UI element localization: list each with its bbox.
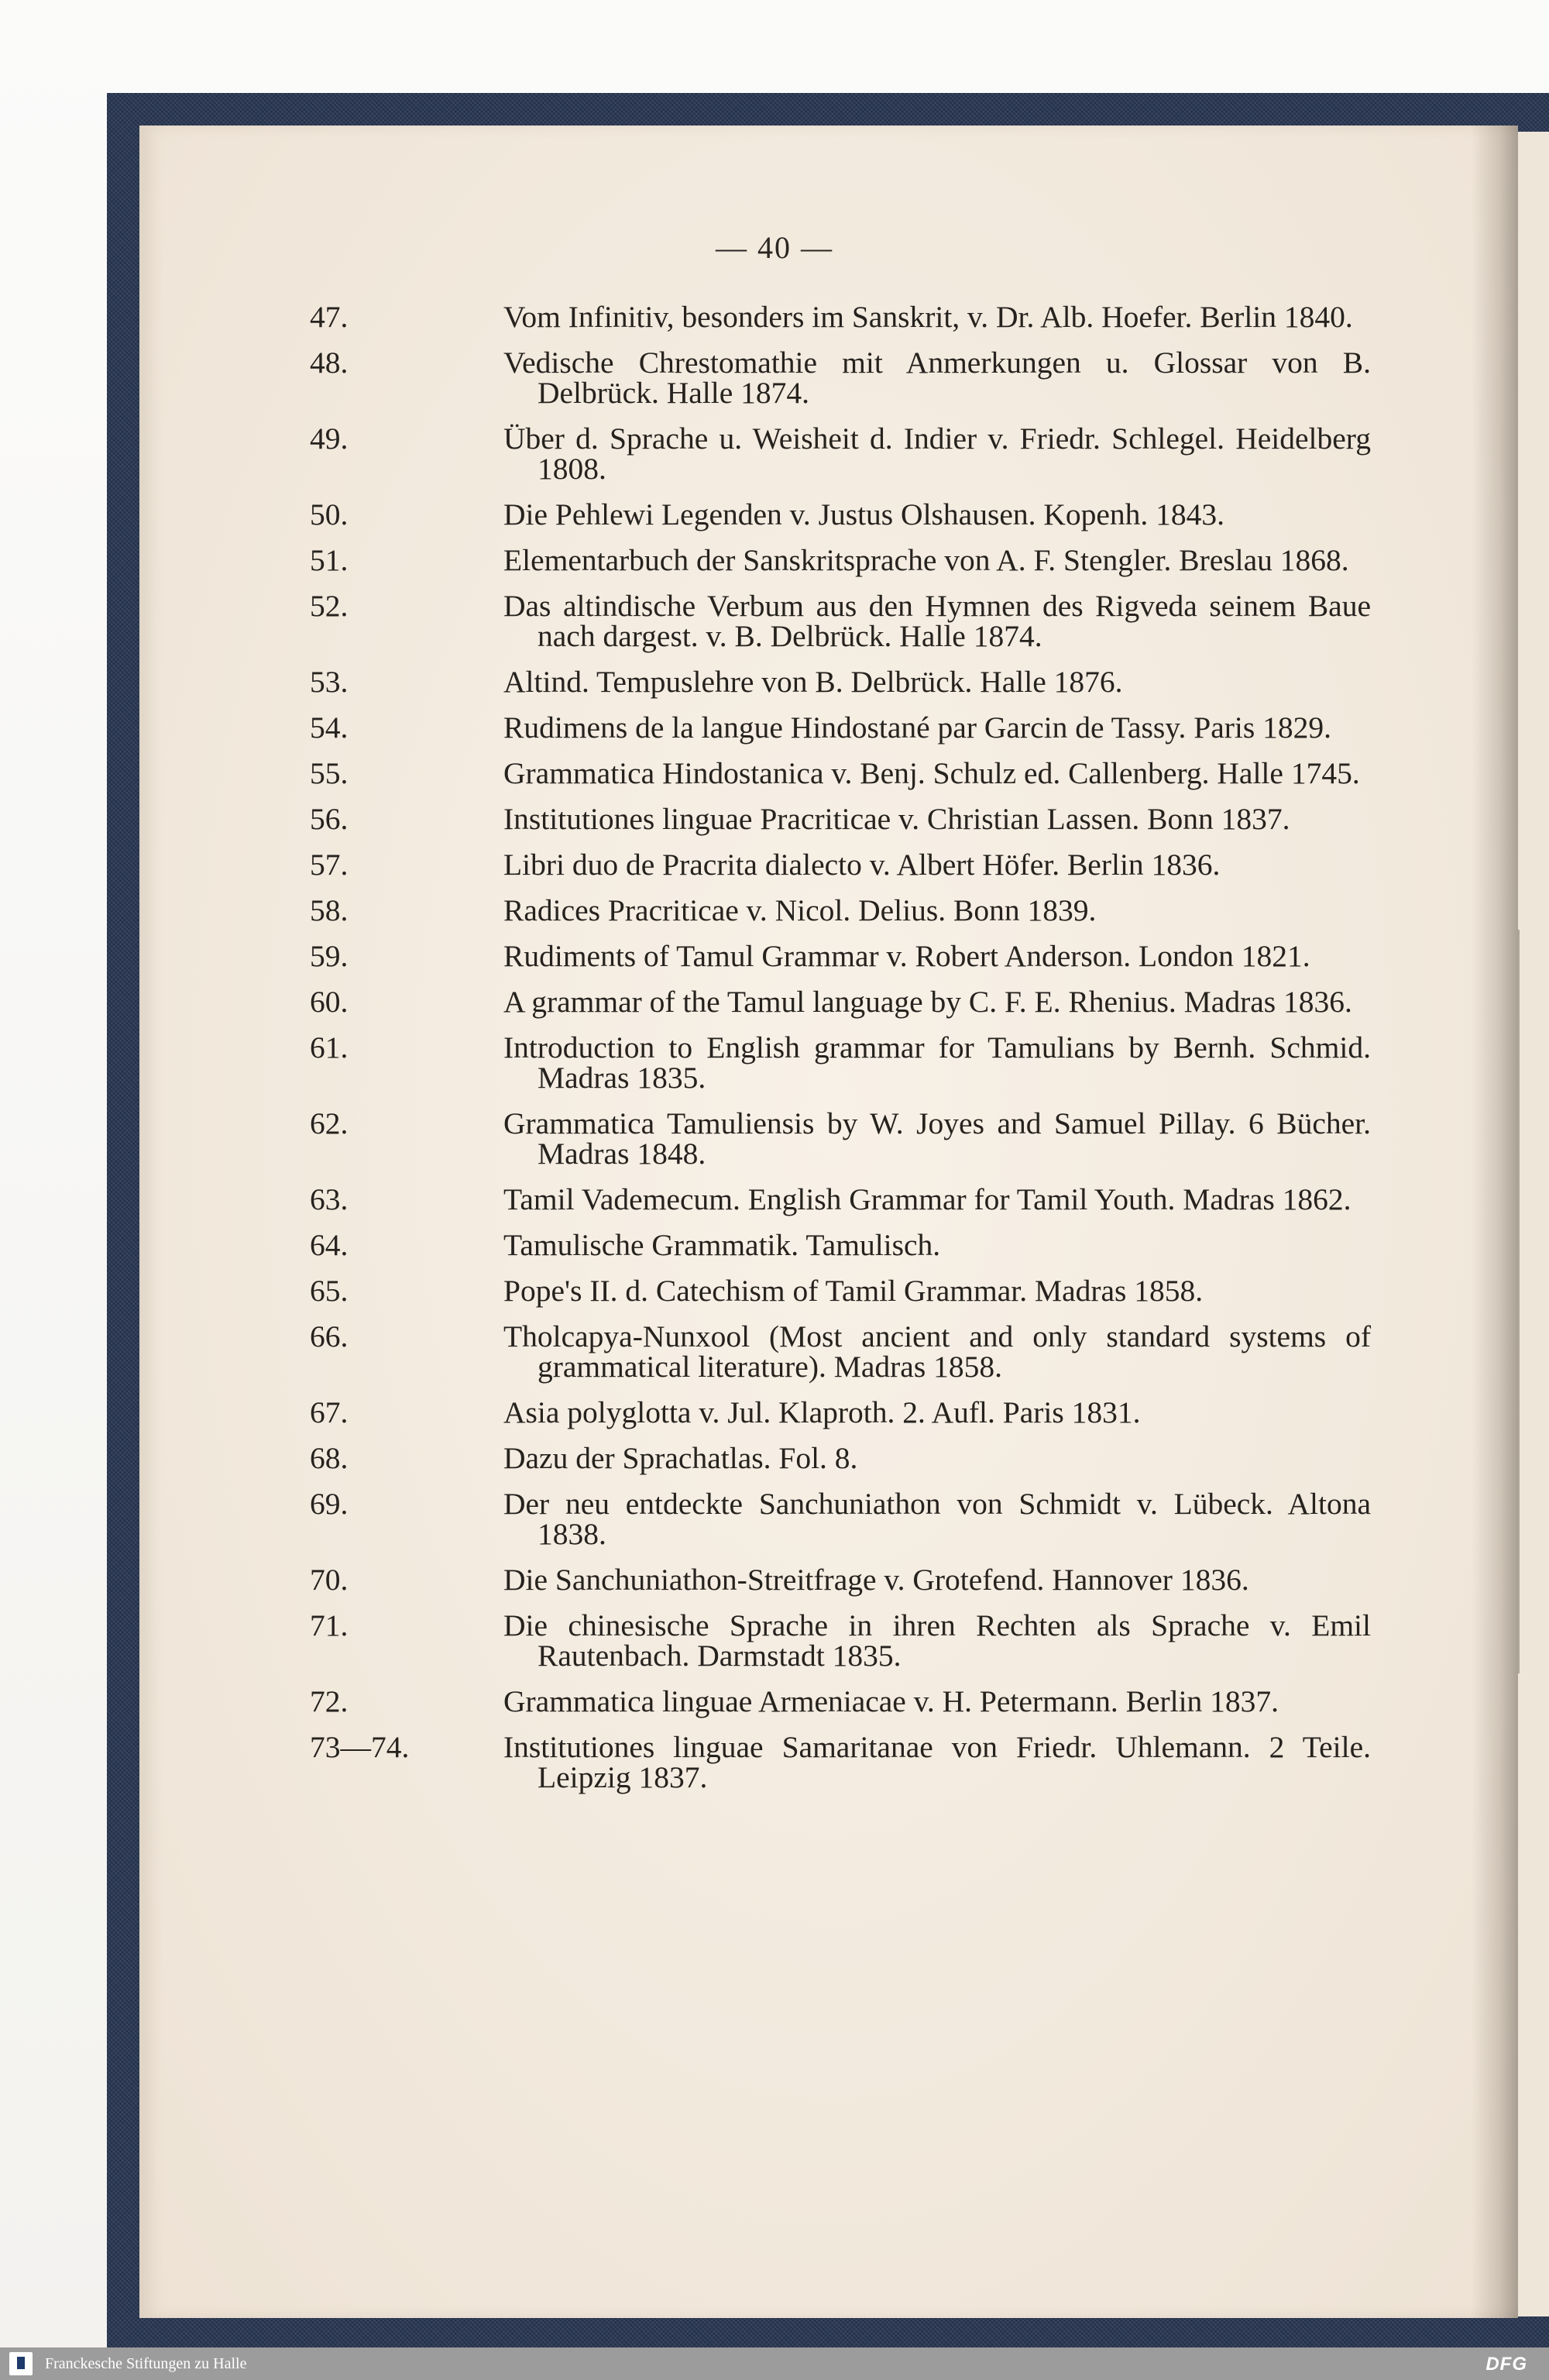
- bibliography-entry: [310, 497, 1371, 531]
- bibliography-entry: [310, 302, 1371, 332]
- entry-number: 64.: [310, 1228, 349, 1262]
- entry-text: Tamil Vademecum. English Grammar for Tamil Youth. Madras 1862.: [503, 1182, 1352, 1216]
- bibliography-entry: [310, 1443, 1371, 1474]
- page-number: — 40 —: [716, 230, 833, 265]
- bibliography-entry: [310, 1182, 1371, 1216]
- bibliography-entry: [310, 758, 1371, 789]
- entry-number: 47.: [310, 300, 349, 334]
- entry-text: Libri duo de Pracrita dialecto v. Albert Höfer. Berlin 1836.: [503, 848, 1221, 882]
- entry-number: 55.: [310, 756, 349, 790]
- entry-number: 57.: [310, 848, 349, 882]
- entry-text: Der neu entdeckte Sanchuniathon von Schmidt v. Lübeck. Altona 1838.: [503, 1487, 1371, 1551]
- entry-number: 62.: [310, 1106, 349, 1140]
- bibliography-entry: [310, 1030, 1371, 1095]
- entry-text: Grammatica linguae Armeniacae v. H. Petermann. Berlin 1837.: [503, 1684, 1279, 1718]
- entry-text: Tamulische Grammatik. Tamulisch.: [503, 1228, 941, 1262]
- entry-text: Pope's II. d. Catechism of Tamil Grammar. Madras 1858.: [503, 1274, 1204, 1308]
- entry-number: 54.: [310, 710, 349, 745]
- entry-text: Grammatica Tamuliensis by W. Joyes and Samuel Pillay. 6 Bücher. Madras 1848.: [503, 1106, 1371, 1171]
- bibliography-entry: [310, 941, 1371, 972]
- entry-number: 73—74.: [310, 1730, 410, 1764]
- bibliography-entry: [310, 1732, 1371, 1793]
- entry-text: Grammatica Hindostanica v. Benj. Schulz ed. Callenberg. Halle 1745.: [503, 756, 1360, 790]
- bibliography-entry: [310, 1276, 1371, 1306]
- bibliography-entry: [310, 987, 1371, 1017]
- entry-text: Rudiments of Tamul Grammar v. Robert Anderson. London 1821.: [503, 939, 1310, 973]
- entry-text: A grammar of the Tamul language by C. F. E. Rhenius. Madras 1836.: [503, 985, 1352, 1019]
- entry-text: Institutiones linguae Samaritanae von Friedr. Uhlemann. 2 Teile. Leipzig 1837.: [503, 1730, 1371, 1794]
- bibliography-entry: [310, 1395, 1371, 1429]
- entry-number: 70.: [310, 1563, 349, 1597]
- entry-number: 51.: [310, 543, 349, 577]
- entry-text: Die Pehlewi Legenden v. Justus Olshausen. Kopenh. 1843.: [503, 497, 1225, 531]
- entry-text: Das altindische Verbum aus den Hymnen des Rigveda seinem Baue nach dargest. v. B. Delbrück. Halle 1874.: [503, 589, 1371, 653]
- entry-number: 63.: [310, 1182, 349, 1216]
- entry-number: 67.: [310, 1395, 349, 1429]
- entry-number: 69.: [310, 1487, 349, 1521]
- entry-number: 50.: [310, 497, 349, 531]
- entry-number: 71.: [310, 1608, 349, 1642]
- entry-text: Tholcapya-Nunxool (Most ancient and only standard systems of grammatical literature). Madras 1858.: [503, 1319, 1371, 1384]
- entry-number: 56.: [310, 802, 349, 836]
- entry-number: 66.: [310, 1319, 349, 1353]
- bibliography-entry: [310, 1230, 1371, 1261]
- entry-text: Rudimens de la langue Hindostané par Garcin de Tassy. Paris 1829.: [503, 710, 1331, 745]
- entry-text: Asia polyglotta v. Jul. Klaproth. 2. Aufl. Paris 1831.: [503, 1395, 1141, 1429]
- entry-number: 49.: [310, 421, 349, 456]
- entry-number: 61.: [310, 1030, 349, 1064]
- entry-text: Die chinesische Sprache in ihren Rechten als Sprache v. Emil Rautenbach. Darmstadt 1835.: [503, 1608, 1371, 1673]
- entry-number: 68.: [310, 1441, 349, 1475]
- bibliography-entry: [310, 710, 1371, 745]
- margin-pencil-mark: [1510, 930, 1520, 1673]
- bibliography-entry: [310, 1565, 1371, 1595]
- entry-text: Elementarbuch der Sanskritsprache von A. F. Stengler. Breslau 1868.: [503, 543, 1349, 577]
- entry-number: 52.: [310, 589, 349, 623]
- franckesche-stiftungen-logo-icon: [9, 2352, 33, 2375]
- entry-number: 65.: [310, 1274, 349, 1308]
- bibliography-entry: [310, 1106, 1371, 1171]
- entry-number: 60.: [310, 985, 349, 1019]
- bibliography-entry: [310, 545, 1371, 576]
- entry-text: Vedische Chrestomathie mit Anmerkungen u. Glossar von B. Delbrück. Halle 1874.: [503, 346, 1371, 410]
- bibliography-entry: [310, 804, 1371, 834]
- bibliography-entry: [310, 1684, 1371, 1718]
- bibliography-entry: [310, 1489, 1371, 1549]
- bibliography-entry: [310, 850, 1371, 880]
- entry-number: 59.: [310, 939, 349, 973]
- footer-institution: Franckesche Stiftungen zu Halle: [45, 2355, 247, 2372]
- dfg-logo: DFG: [1485, 2354, 1527, 2375]
- bibliography-entry: [310, 348, 1371, 408]
- entry-number: 58.: [310, 893, 349, 927]
- adjacent-page-edge: [1518, 132, 1549, 2316]
- bibliography-entry: [310, 893, 1371, 927]
- entry-number: 72.: [310, 1684, 349, 1718]
- entry-text: Dazu der Sprachatlas. Fol. 8.: [503, 1441, 858, 1475]
- bibliography-entry: [310, 591, 1371, 652]
- entry-text: Introduction to English grammar for Tamulians by Bernh. Schmid. Madras 1835.: [503, 1030, 1371, 1095]
- bibliography-list: [310, 302, 1371, 1808]
- footer-bar: [0, 2347, 1549, 2380]
- bibliography-entry: [310, 1608, 1371, 1673]
- entry-text: Altind. Tempuslehre von B. Delbrück. Halle 1876.: [503, 665, 1123, 699]
- bibliography-entry: [310, 1319, 1371, 1384]
- entry-number: 48.: [310, 346, 349, 380]
- bibliography-entry: [310, 667, 1371, 697]
- entry-text: Vom Infinitiv, besonders im Sanskrit, v. Dr. Alb. Hoefer. Berlin 1840.: [503, 300, 1353, 334]
- entry-text: Radices Pracriticae v. Nicol. Delius. Bonn 1839.: [503, 893, 1097, 927]
- entry-text: Die Sanchuniathon-Streitfrage v. Grotefend. Hannover 1836.: [503, 1563, 1249, 1597]
- entry-text: Über d. Sprache u. Weisheit d. Indier v. Friedr. Schlegel. Heidelberg 1808.: [503, 421, 1371, 486]
- entry-text: Institutiones linguae Pracriticae v. Christian Lassen. Bonn 1837.: [503, 802, 1290, 836]
- entry-number: 53.: [310, 665, 349, 699]
- bibliography-entry: [310, 421, 1371, 486]
